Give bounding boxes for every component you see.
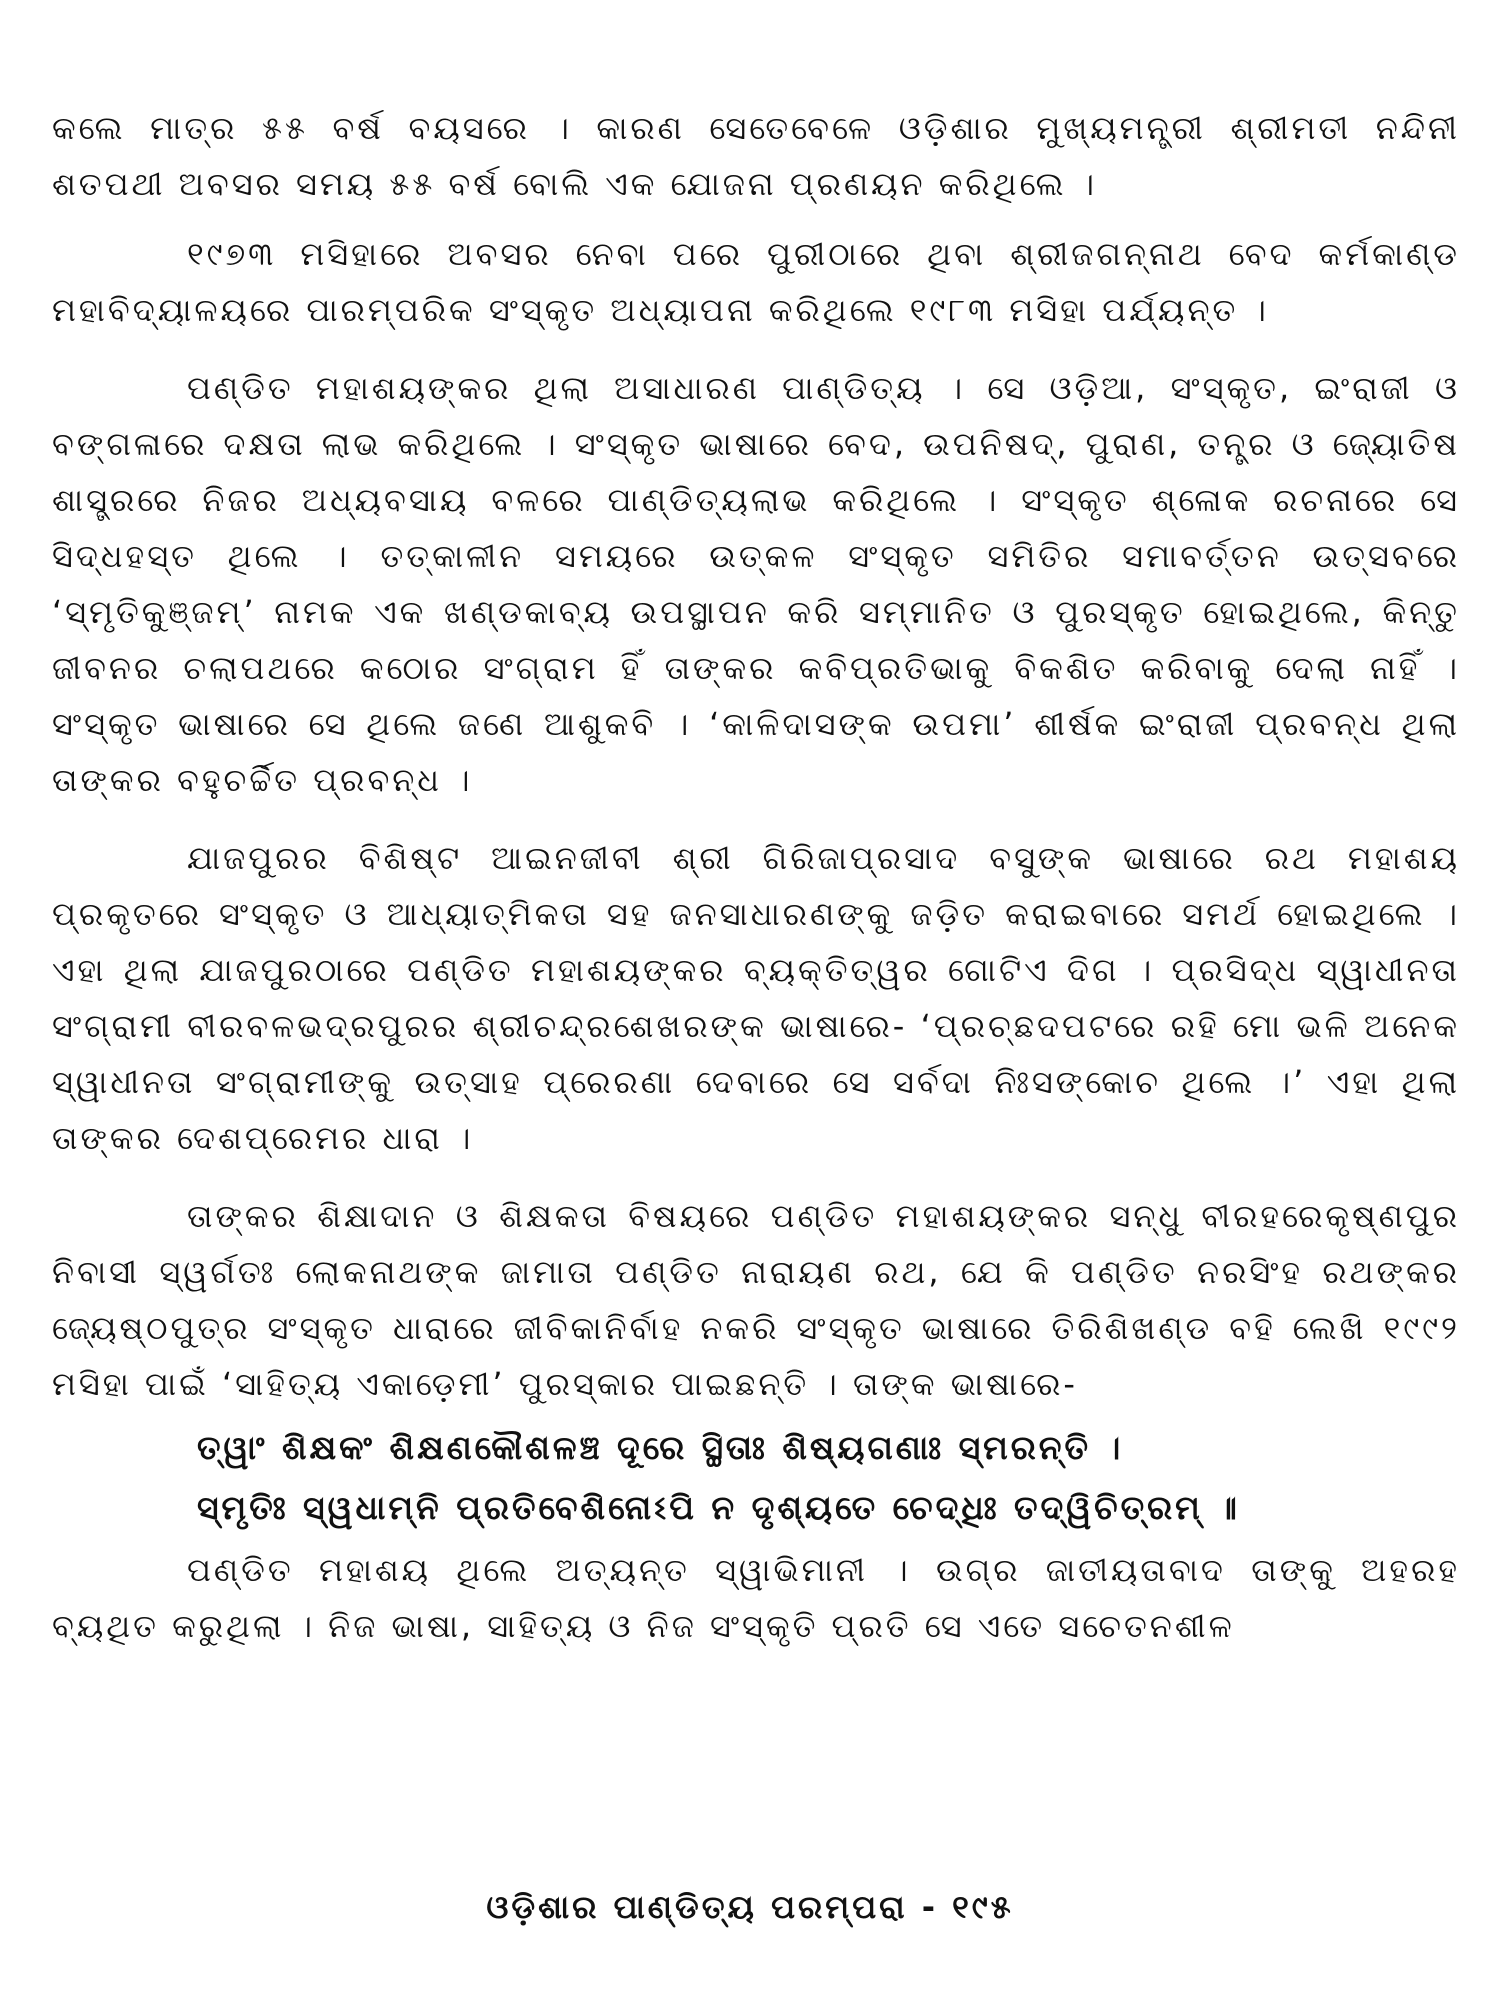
page-body	[52, 100, 1460, 1654]
paragraph-jajpur: ଯାଜପୁରର ବିଶିଷ୍ଟ ଆଇନଜୀବୀ ଶ୍ରୀ ଗିରିଜାପ୍ରସାଦ ବସୁଙ୍କ ଭାଷାରେ ରଥ ମହାଶୟ ପ୍ରକୃତରେ ସଂସ୍କୃତ ଓ ଆଧ୍ୟାତ୍ମିକତା ସହ ଜନସାଧାରଣଙ୍କୁ ଜଡ଼ିତ କରାଇବାରେ ସମର୍ଥ ହୋଇଥିଲେ । ଏହା ଥିଲା ଯାଜପୁରଠାରେ ପଣ୍ଡିତ ମହାଶୟଙ୍କର ବ୍ୟକ୍ତିତ୍ୱର ଗୋଟିଏ ଦିଗ । ପ୍ରସିଦ୍ଧ ସ୍ୱାଧୀନତା ସଂଗ୍ରାମୀ ବୀରବଳଭଦ୍ରପୁରର ଶ୍ରୀଚନ୍ଦ୍ରଶେଖରଙ୍କ ଭାଷାରେ- ‘ପ୍ରଚ୍ଛଦପଟରେ ରହି ମୋ ଭଳି ଅନେକ ସ୍ୱାଧୀନତା ସଂଗ୍ରାମୀଙ୍କୁ ଉତ୍ସାହ ପ୍ରେରଣା ଦେବାରେ ସେ ସର୍ବଦା ନିଃସଙ୍କୋଚ ଥିଲେ ।’ ଏହା ଥିଲା ତାଙ୍କର ଦେଶପ୍ରେମର ଧାରା ।	[52, 839, 1460, 1157]
paragraph-retirement: ୧୯୭୩ ମସିହାରେ ଅବସର ନେବା ପରେ ପୁରୀଠାରେ ଥିବା ଶ୍ରୀଜଗନ୍ନାଥ ବେଦ କର୍ମକାଣ୍ଡ ମହାବିଦ୍ୟାଳୟରେ ପାରମ୍ପରିକ ସଂସ୍କୃତ ଅଧ୍ୟାପନା କରିଥିଲେ ୧୯୮୩ ମସିହା ପର୍ଯ୍ୟନ୍ତ ।	[52, 235, 1460, 329]
paragraph-continuation: କଲେ ମାତ୍ର ୫୫ ବର୍ଷ ବୟସରେ । କାରଣ ସେତେବେଳେ ଓଡ଼ିଶାର ମୁଖ୍ୟମନ୍ତ୍ରୀ ଶ୍ରୀମତୀ ନନ୍ଦିନୀ ଶତପଥୀ ଅବସର ସମୟ ୫୫ ବର୍ଷ ବୋଲି ଏକ ଯୋଜନା ପ୍ରଣୟନ କରିଥିଲେ ।	[52, 109, 1460, 203]
paragraph-self-respect: ପଣ୍ଡିତ ମହାଶୟ ଥିଲେ ଅତ୍ୟନ୍ତ ସ୍ୱାଭିମାନୀ । ଉଗ୍ର ଜାତୀୟତାବାଦ ତାଙ୍କୁ ଅହରହ ବ୍ୟଥିତ କରୁଥିଲା । ନିଜ ଭାଷା, ସାହିତ୍ୟ ଓ ନିଜ ସଂସ୍କୃତି ପ୍ରତି ସେ ଏତେ ସଚେତନଶୀଳ	[52, 1551, 1460, 1645]
sanskrit-verse	[52, 1418, 1460, 1538]
verse-line-2: ସ୍ମୃତିଃ ସ୍ୱଧାମ୍ନି ପ୍ରତିବେଶିନୋଽପି ନ ଦୃଶ୍ୟତେ ଚେଦ୍ଧିଃ ତଦ୍ୱିଚିତ୍ରମ୍ ॥	[197, 1488, 1240, 1527]
page-footer: ଓଡ଼ିଶାର ପାଣ୍ଡିତ୍ୟ ପରମ୍ପରା - ୧୯୫	[486, 1888, 1014, 1926]
verse-line-1: ତ୍ୱାଂ ଶିକ୍ଷକଂ ଶିକ୍ଷଣକୌଶଳଞ୍ଚ ଦୂରେ ସ୍ଥିତାଃ ଶିଷ୍ୟଗଣାଃ ସ୍ମରନ୍ତି ।	[197, 1428, 1124, 1467]
paragraph-teaching: ତାଙ୍କର ଶିକ୍ଷାଦାନ ଓ ଶିକ୍ଷକତା ବିଷୟରେ ପଣ୍ଡିତ ମହାଶୟଙ୍କର ସନ୍ଧୁ ବୀରହରେକୃଷ୍ଣପୁର ନିବାସୀ ସ୍ୱର୍ଗତଃ ଲୋକନାଥଙ୍କ ଜାମାତା ପଣ୍ଡିତ ନାରାୟଣ ରଥ, ଯେ କି ପଣ୍ଡିତ ନରସିଂହ ରଥଙ୍କର ଜ୍ୟେଷ୍ଠପୁତ୍ର ସଂସ୍କୃତ ଧାରାରେ ଜୀବିକାନିର୍ବାହ ନକରି ସଂସ୍କୃତ ଭାଷାରେ ତିରିଶିଖଣ୍ଡ ବହି ଲେଖି ୧୯୯୨ ମସିହା ପାଇଁ ‘ସାହିତ୍ୟ ଏକାଡ଼େମୀ’ ପୁରସ୍କାର ପାଇଛନ୍ତି । ତାଙ୍କ ଭାଷାରେ-	[52, 1197, 1460, 1403]
paragraph-scholarship: ପଣ୍ଡିତ ମହାଶୟଙ୍କର ଥିଲା ଅସାଧାରଣ ପାଣ୍ଡିତ୍ୟ । ସେ ଓଡ଼ିଆ, ସଂସ୍କୃତ, ଇଂରାଜୀ ଓ ବଙ୍ଗଳାରେ ଦକ୍ଷତା ଲାଭ କରିଥିଲେ । ସଂସ୍କୃତ ଭାଷାରେ ବେଦ, ଉପନିଷଦ୍, ପୁରାଣ, ତନ୍ତ୍ର ଓ ଜ୍ୟୋତିଷ ଶାସ୍ତ୍ରରେ ନିଜର ଅଧ୍ୟବସାୟ ବଳରେ ପାଣ୍ଡିତ୍ୟଲାଭ କରିଥିଲେ । ସଂସ୍କୃତ ଶ୍ଳୋକ ରଚନାରେ ସେ ସିଦ୍ଧହସ୍ତ ଥିଲେ । ତତ୍କାଳୀନ ସମୟରେ ଉତ୍କଳ ସଂସ୍କୃତ ସମିତିର ସମାବର୍ତ୍ତନ ଉତ୍ସବରେ ‘ସ୍ମୃତିକୁଞ୍ଜମ୍’ ନାମକ ଏକ ଖଣ୍ଡକାବ୍ୟ ଉପସ୍ଥାପନ କରି ସମ୍ମାନିତ ଓ ପୁରସ୍କୃତ ହୋଇଥିଲେ, କିନ୍ତୁ ଜୀବନର ଚଲାପଥରେ କଠୋର ସଂଗ୍ରାମ ହିଁ ତାଙ୍କର କବିପ୍ରତିଭାକୁ ବିକଶିତ କରିବାକୁ ଦେଲା ନାହିଁ । ସଂସ୍କୃତ ଭାଷାରେ ସେ ଥିଲେ ଜଣେ ଆଶୁକବି । ‘କାଳିଦାସଙ୍କ ଉପମା’ ଶୀର୍ଷକ ଇଂରାଜୀ ପ୍ରବନ୍ଧ ଥିଲା ତାଙ୍କର ବହୁଚର୍ଚ୍ଚିତ ପ୍ରବନ୍ଧ ।	[52, 369, 1460, 799]
